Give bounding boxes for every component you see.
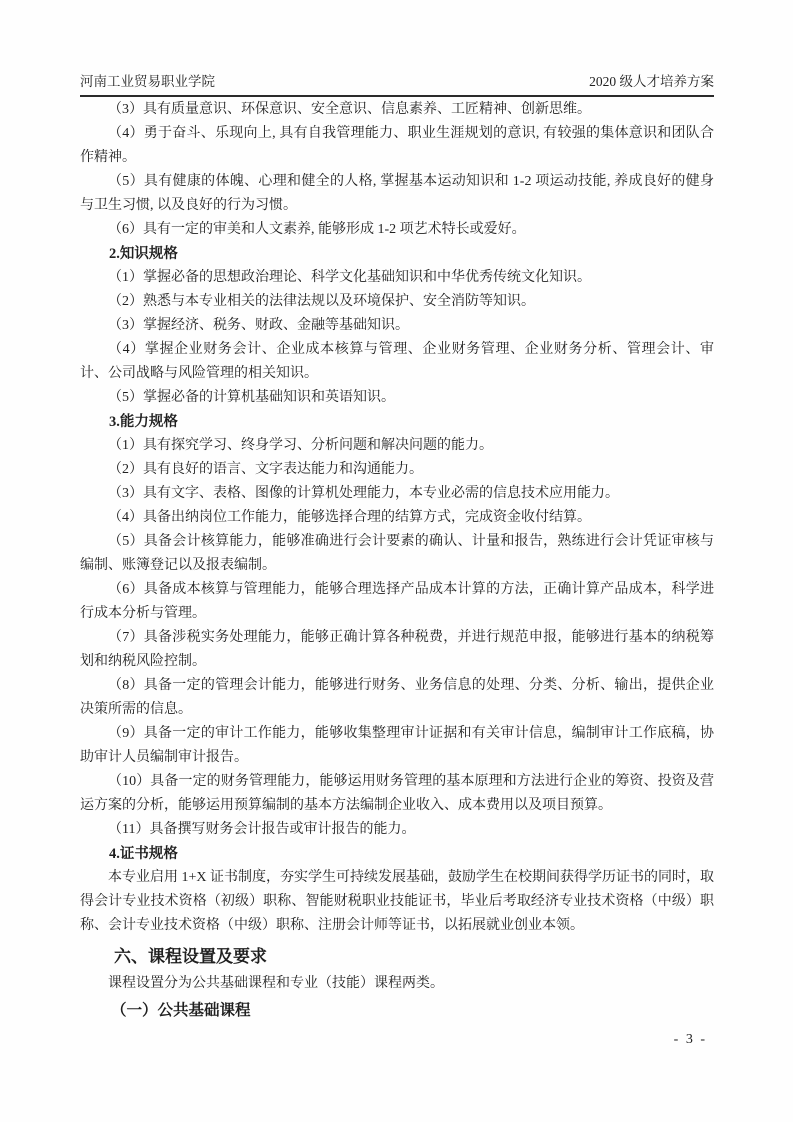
paragraph: （8）具备一定的管理会计能力，能够进行财务、业务信息的处理、分类、分析、输出，提供企业决策所需的信息。 [80,678,714,717]
paragraph: 本专业启用 1+X 证书制度，夯实学生可持续发展基础，鼓励学生在校期间获得学历证书的同时，取得会计专业技术资格（初级）职称、智能财税职业技能证书，毕业后考取经济专业技术资格（中级）职称、会计专业技术资格（中级）职称、注册会计师等证书，以拓展就业创业本领。 [80,870,715,933]
page-footer [674,1032,707,1048]
paragraph: （4）掌握企业财务会计、企业成本核算与管理、企业财务管理、企业财务分析、管理会计、审计、公司战略与风险管理的相关知识。 [80,342,714,381]
paragraph: （2）具有良好的语言、文字表达能力和沟通能力。 [108,462,423,477]
paragraph: （10）具备一定的财务管理能力，能够运用财务管理的基本原理和方法进行企业的筹资、投资及营运方案的分析，能够运用预算编制的基本方法编制企业收入、成本费用以及项目预算。 [80,774,714,813]
header-school-name: 河南工业贸易职业学院 [80,74,215,89]
paragraph: （2）熟悉与本专业相关的法律法规以及环境保护、安全消防等知识。 [108,294,535,309]
paragraph: （5）掌握必备的计算机基础知识和英语知识。 [108,390,395,405]
section-heading: 六、课程设置及要求 [114,947,267,966]
paragraph: （6）具备成本核算与管理能力，能够合理选择产品成本计算的方法，正确计算产品成本，科学进行成本分析与管理。 [80,582,714,621]
paragraph: （5）具有健康的体魄、心理和健全的人格, 掌握基本运动知识和 1-2 项运动技能, 养成良好的健身与卫生习惯, 以及良好的行为习惯。 [80,174,714,213]
paragraph: （11）具备撰写财务会计报告或审计报告的能力。 [108,822,416,837]
paragraph: （3）具有质量意识、环保意识、安全意识、信息素养、工匠精神、创新思维。 [108,102,591,117]
paragraph: （4）具备出纳岗位工作能力，能够选择合理的结算方式，完成资金收付结算。 [108,510,591,525]
paragraph: （3）掌握经济、税务、财政、金融等基础知识。 [108,318,409,333]
paragraph: （9）具备一定的审计工作能力，能够收集整理审计证据和有关审计信息，编制审计工作底稿，协助审计人员编制审计报告。 [80,726,714,765]
paragraph: （7）具备涉税实务处理能力，能够正确计算各种税费，并进行规范申报，能够进行基本的纳税筹划和纳税风险控制。 [80,630,714,669]
paragraph: （1）掌握必备的思想政治理论、科学文化基础知识和中华优秀传统文化知识。 [108,270,591,285]
page-header [80,70,714,97]
heading-heading: 4.证书规格 [109,846,178,862]
paragraph: （6）具有一定的审美和人文素养, 能够形成 1-2 项艺术特长或爱好。 [108,222,526,237]
page-number: - 3 - [673,1032,707,1047]
paragraph: （4）勇于奋斗、乐现向上, 具有自我管理能力、职业生涯规划的意识, 有较强的集体意识和团队合作精神。 [80,126,714,165]
paragraph: （3）具有文字、表格、图像的计算机处理能力，本专业必需的信息技术应用能力。 [108,486,619,501]
paragraph: （1）具有探究学习、终身学习、分析问题和解决问题的能力。 [108,438,493,453]
heading-heading: 3.能力规格 [109,414,178,430]
document-body [80,98,714,1026]
subsection-heading: （一）公共基础课程 [111,1002,251,1019]
header-program-title: 2020 级人才培养方案 [589,74,714,89]
paragraph: （5）具备会计核算能力，能够准确进行会计要素的确认、计量和报告，熟练进行会计凭证审核与编制、账簿登记以及报表编制。 [80,534,714,573]
paragraph: 课程设置分为公共基础课程和专业（技能）课程两类。 [108,976,444,991]
heading-heading: 2.知识规格 [109,246,178,262]
